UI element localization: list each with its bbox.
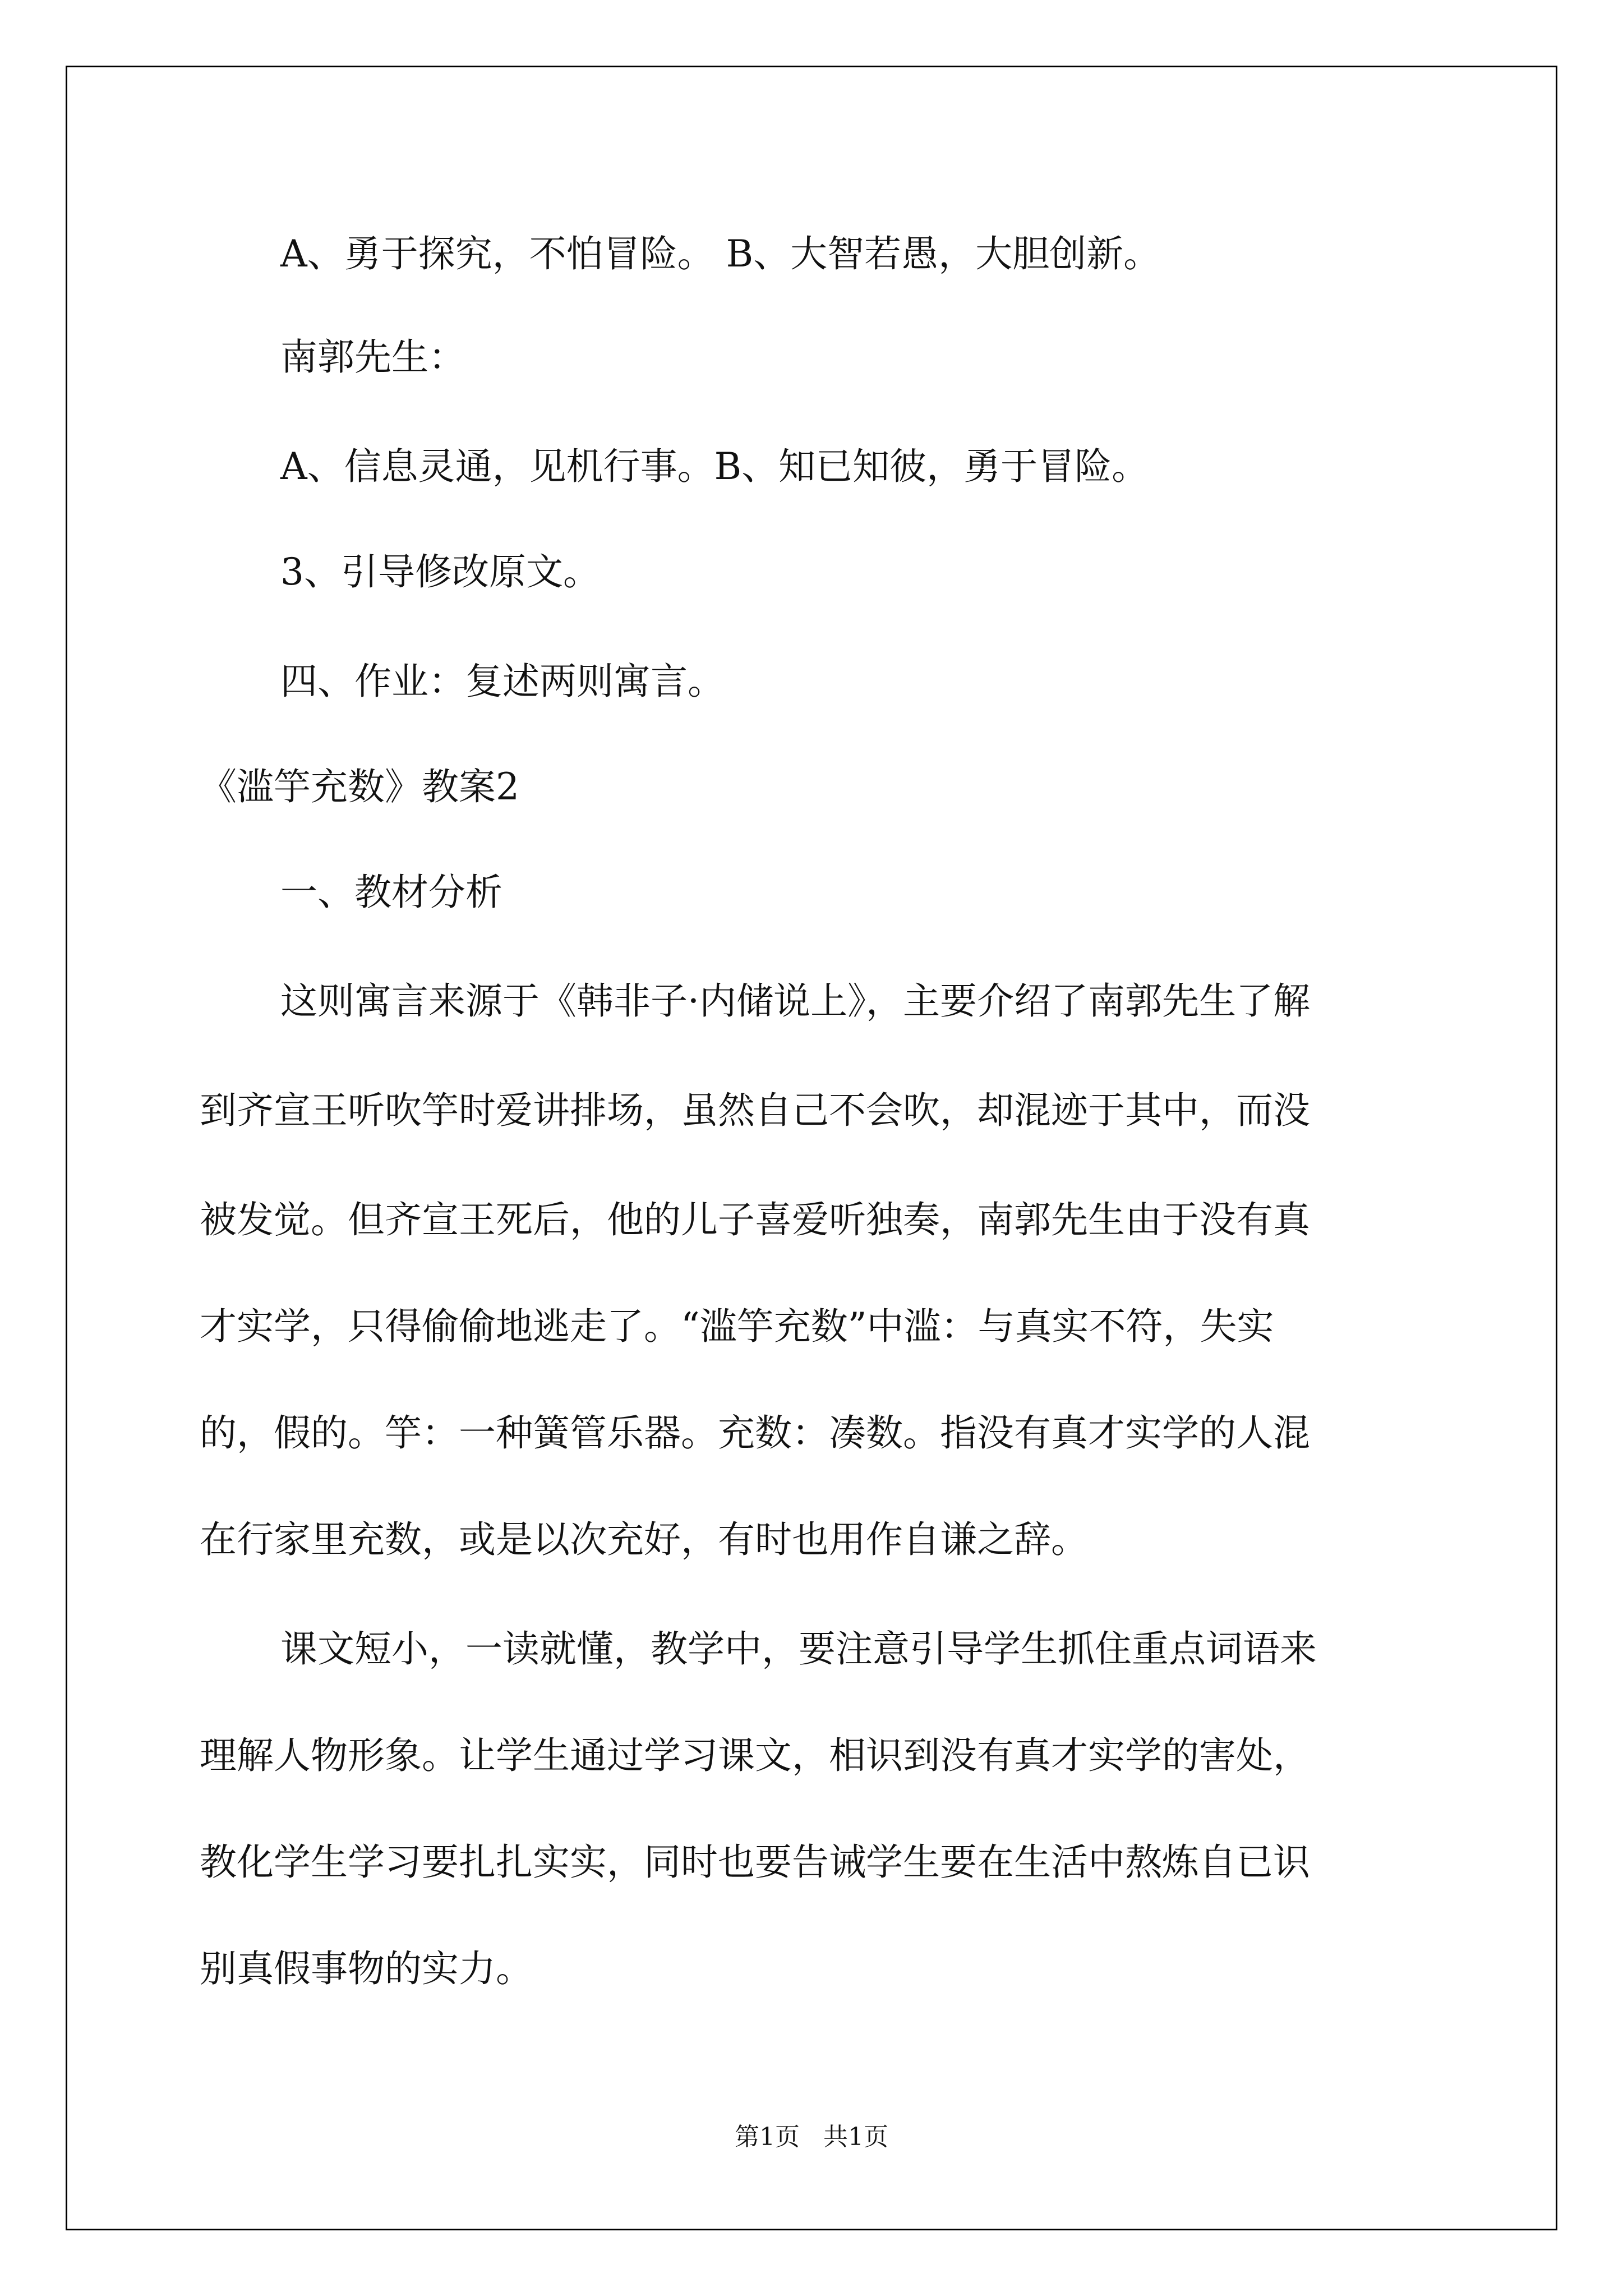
paragraph-2-line-2: 理解人物形象。让学生通过学习课文，相识到没有真才实学的害处， bbox=[200, 1734, 1310, 1777]
paragraph-2-line-4: 别真假事物的实力。 bbox=[200, 1947, 533, 1990]
paragraph-1-line-1: 这则寓言来源于《韩非子·内储说上》，主要介绍了南郭先生了解 bbox=[280, 979, 1310, 1023]
homework-line: 四、作业：复述两则寓言。 bbox=[280, 660, 725, 703]
paragraph-1-line-5: 的，假的。竽：一种簧管乐器。充数：凑数。指没有真才实学的人混 bbox=[200, 1411, 1310, 1455]
character-label: 南郭先生： bbox=[280, 335, 465, 379]
paragraph-1-line-3: 被发觉。但齐宣王死后，他的儿子喜爱听独奏，南郭先生由于没有真 bbox=[200, 1198, 1310, 1241]
step-line: 3、引导修改原文。 bbox=[280, 550, 600, 593]
option-line-1: A、勇于探究，不怕冒险。 B、大智若愚，大胆创新。 bbox=[280, 232, 1161, 275]
section-title: 《滥竽充数》教案2 bbox=[200, 765, 519, 808]
option-line-2: A、信息灵通，见机行事。B、知已知彼，勇于冒险。 bbox=[280, 445, 1149, 488]
paragraph-1-line-4: 才实学，只得偷偷地逃走了。“滥竽充数”中滥：与真实不符，失实 bbox=[200, 1305, 1274, 1348]
subsection-heading: 一、教材分析 bbox=[280, 871, 502, 914]
page-border bbox=[66, 66, 1557, 2230]
paragraph-1-line-6: 在行家里充数，或是以次充好，有时也用作自谦之辞。 bbox=[200, 1518, 1088, 1561]
paragraph-2-line-3: 教化学生学习要扎扎实实，同时也要告诫学生要在生活中熬炼自已识 bbox=[200, 1841, 1310, 1884]
page-number-footer: 第1页 共1页 bbox=[735, 2123, 888, 2151]
paragraph-1-line-2: 到齐宣王听吹竽时爱讲排场，虽然自己不会吹，却混迹于其中，而没 bbox=[200, 1089, 1310, 1132]
paragraph-2-line-1: 课文短小，一读就懂，教学中，要注意引导学生抓住重点词语来 bbox=[280, 1627, 1317, 1671]
